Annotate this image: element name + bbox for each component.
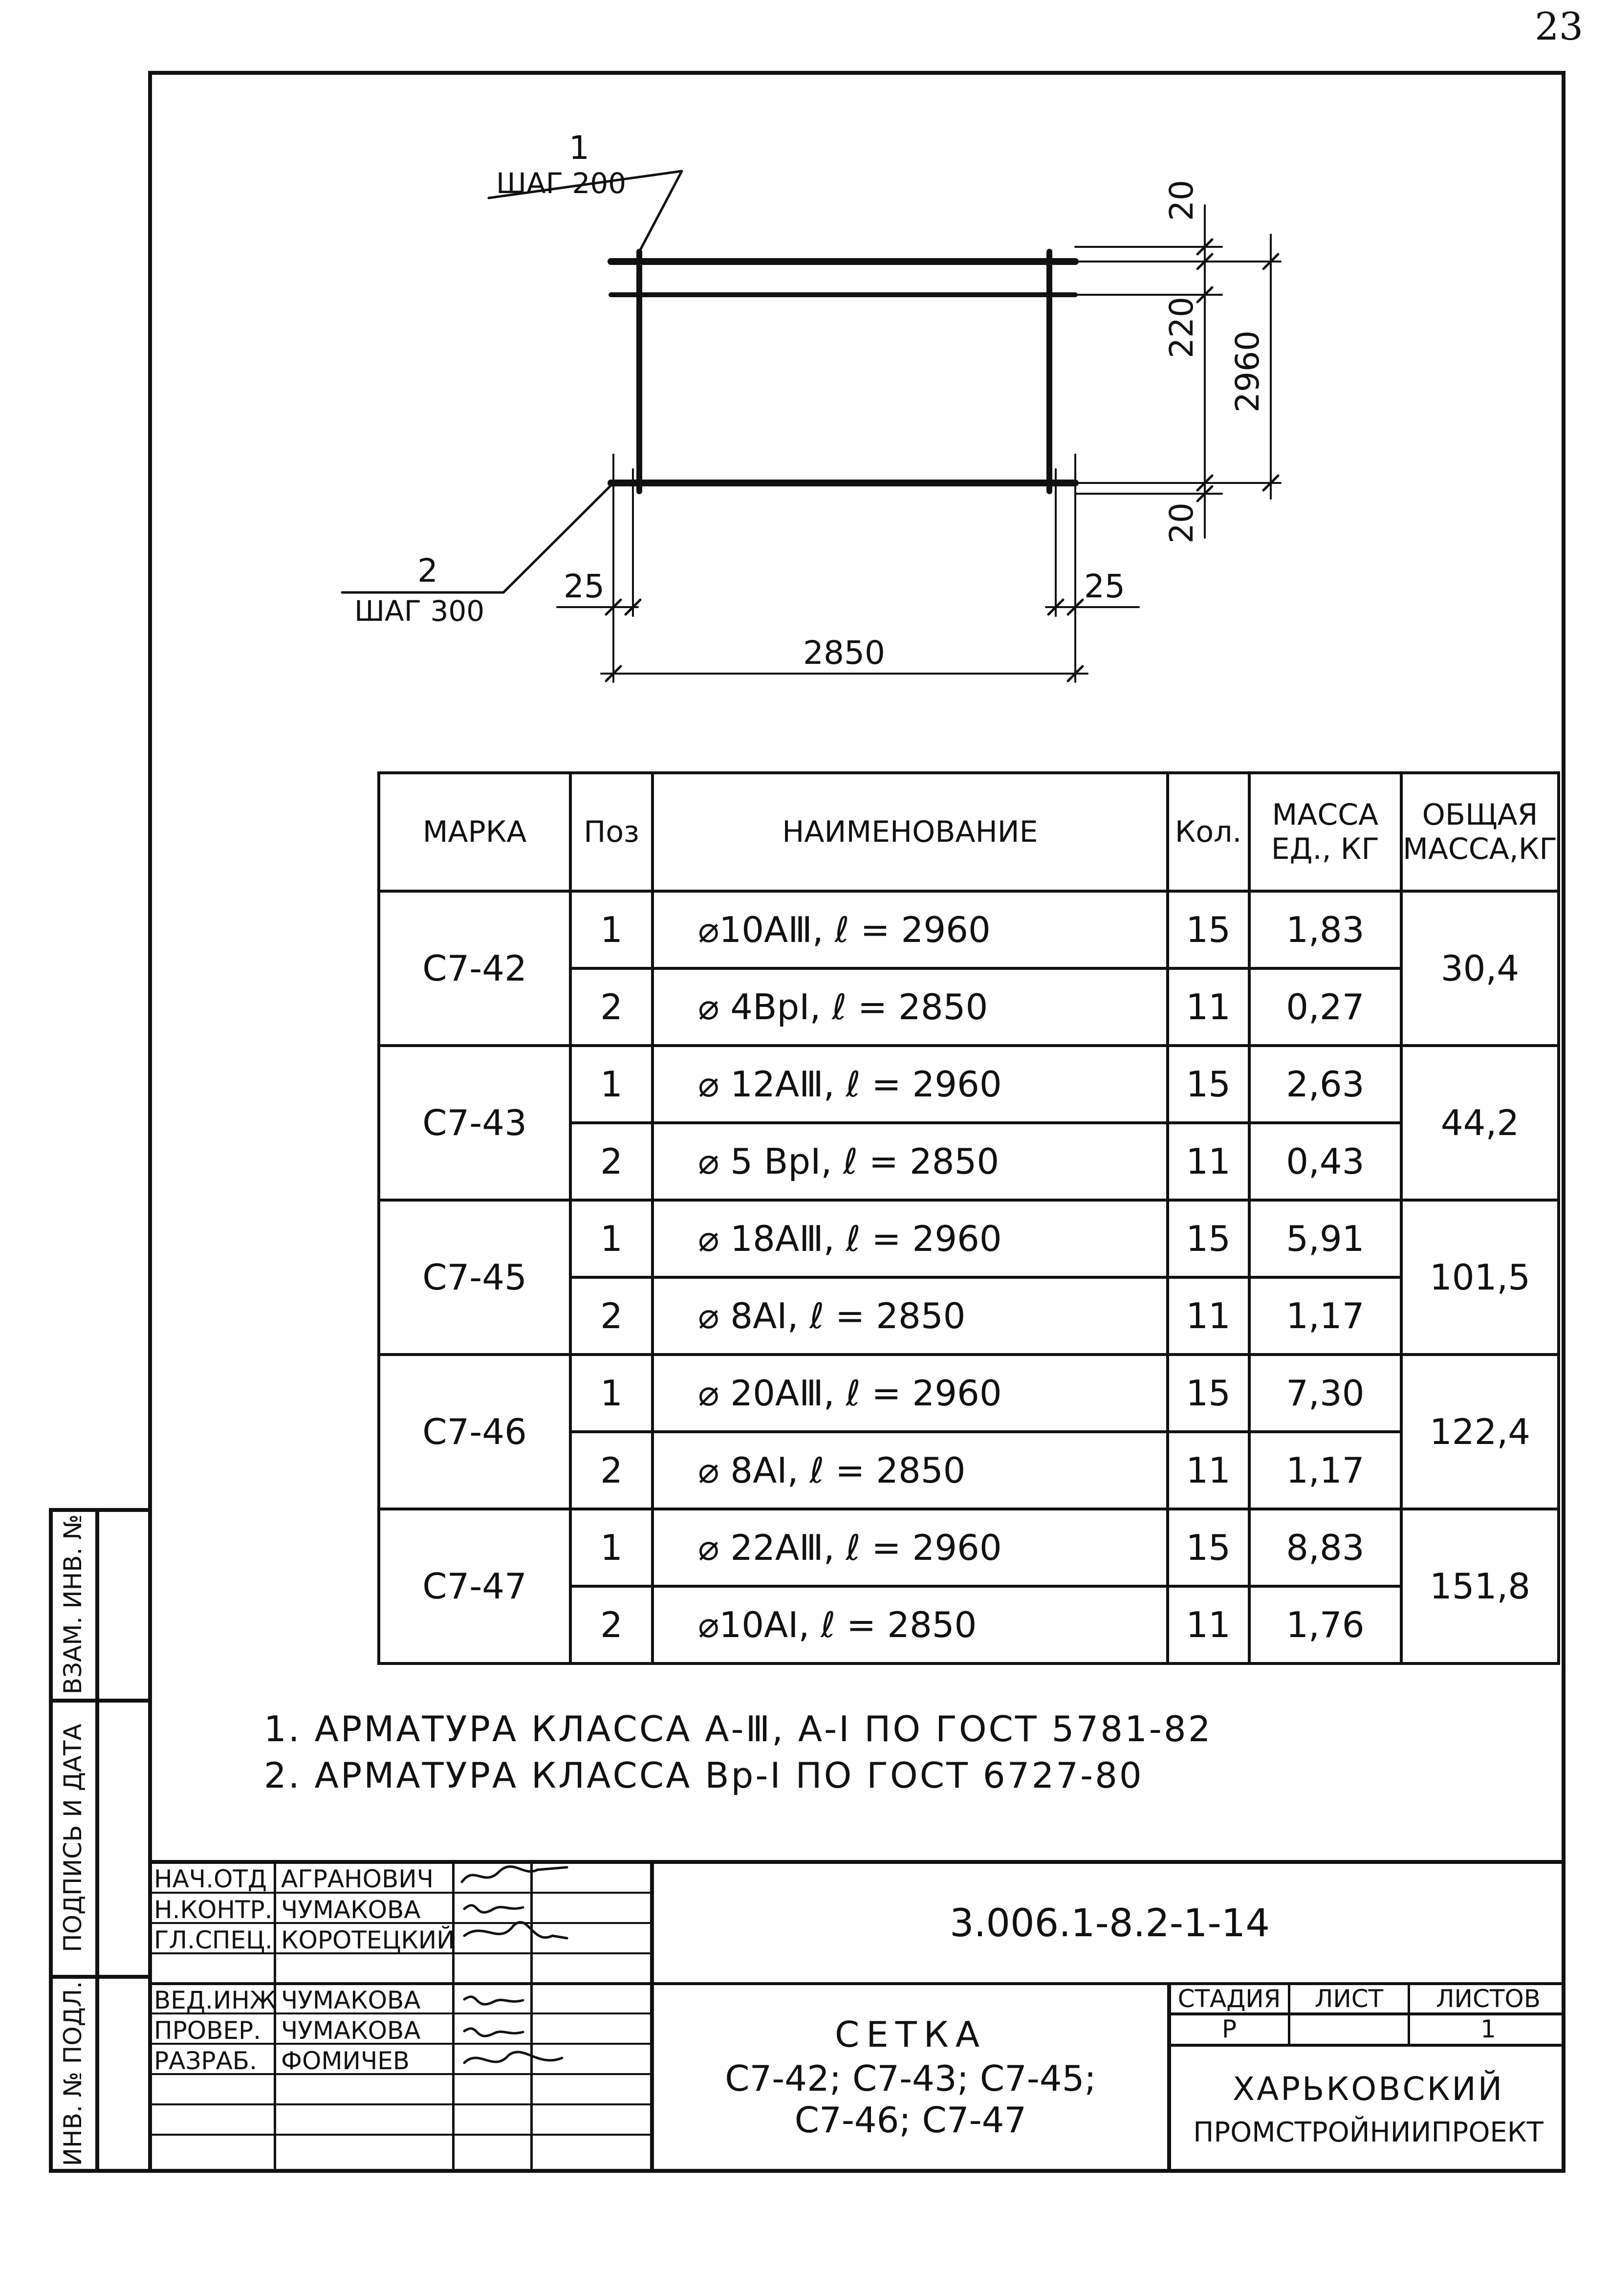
mass-cell: 1,17 bbox=[1249, 1277, 1401, 1355]
organization-line-2: ПРОМСТРОЙНИИПРОЕКТ bbox=[1193, 2117, 1544, 2148]
header-name: НАИМЕНОВАНИЕ bbox=[652, 773, 1168, 891]
name-cell: ⌀10АⅢ, ℓ = 2960 bbox=[652, 891, 1168, 968]
qty-cell: 11 bbox=[1168, 1432, 1249, 1509]
qty-cell: 15 bbox=[1168, 1355, 1249, 1432]
title-line-1: СЕТКА bbox=[834, 2014, 987, 2055]
signatures-image bbox=[455, 1862, 577, 2077]
pos-cell: 2 bbox=[570, 1432, 652, 1509]
pos-cell: 2 bbox=[570, 1123, 652, 1200]
table-row bbox=[379, 1046, 1559, 1123]
name-cell: ⌀ 5 ВрI, ℓ = 2850 bbox=[652, 1123, 1168, 1200]
note-1: 1. АРМАТУРА КЛАССА А-Ⅲ, А-I ПО ГОСТ 5781-82 bbox=[264, 1708, 1213, 1749]
signer-role-2: Н.КОНТР. bbox=[154, 1896, 273, 1924]
sheet-label: ЛИСТ bbox=[1314, 1985, 1384, 2013]
header-mark: МАРКА bbox=[379, 773, 570, 891]
total-cell: 44,2 bbox=[1401, 1046, 1559, 1200]
name-cell: ⌀ 8АI, ℓ = 2850 bbox=[652, 1432, 1168, 1509]
note-2: 2. АРМАТУРА КЛАССА Вр-I ПО ГОСТ 6727-80 bbox=[264, 1755, 1144, 1796]
pos2-label: 2 bbox=[417, 552, 438, 590]
signer-name-6: ФОМИЧЕВ bbox=[281, 2047, 410, 2075]
margin-stamp-divider-2 bbox=[49, 1975, 152, 1979]
mass-cell: 0,27 bbox=[1249, 968, 1401, 1046]
dim-right-25: 25 bbox=[1084, 568, 1125, 605]
pos-cell: 1 bbox=[570, 891, 652, 968]
table-row bbox=[379, 1200, 1559, 1277]
name-cell: ⌀ 12АⅢ, ℓ = 2960 bbox=[652, 1046, 1168, 1123]
header-unit-mass: МАССА ЕД., КГ bbox=[1249, 773, 1401, 891]
margin-stamp-divider-1 bbox=[49, 1699, 152, 1703]
table-row bbox=[379, 891, 1559, 968]
total-cell: 101,5 bbox=[1401, 1200, 1559, 1355]
mass-cell: 5,91 bbox=[1249, 1200, 1401, 1277]
table-row bbox=[379, 1355, 1559, 1432]
stamp-inv-podl: ИНВ. № ПОДЛ. bbox=[59, 1981, 87, 2166]
mass-cell: 0,43 bbox=[1249, 1123, 1401, 1200]
mark-cell: С7-43 bbox=[379, 1046, 570, 1200]
stage-label: СТАДИЯ bbox=[1177, 1985, 1281, 2013]
header-pos: Поз bbox=[570, 773, 652, 891]
signer-role-3: ГЛ.СПЕЦ. bbox=[154, 1926, 273, 1954]
signer-name-2: ЧУМАКОВА bbox=[281, 1896, 421, 1924]
mass-cell: 8,83 bbox=[1249, 1509, 1401, 1586]
pos2-step: ШАГ 300 bbox=[354, 594, 485, 628]
qty-cell: 11 bbox=[1168, 1586, 1249, 1663]
mass-cell: 7,30 bbox=[1249, 1355, 1401, 1432]
mass-cell: 1,83 bbox=[1249, 891, 1401, 968]
mass-cell: 1,17 bbox=[1249, 1432, 1401, 1509]
pos-cell: 2 bbox=[570, 968, 652, 1046]
name-cell: ⌀ 8АI, ℓ = 2850 bbox=[652, 1277, 1168, 1355]
qty-cell: 15 bbox=[1168, 1200, 1249, 1277]
mark-cell: С7-45 bbox=[379, 1200, 570, 1355]
mesh-drawing bbox=[0, 0, 1609, 733]
pos-cell: 1 bbox=[570, 1355, 652, 1432]
mass-cell: 1,76 bbox=[1249, 1586, 1401, 1663]
signer-name-3: КОРОТЕЦКИЙ bbox=[281, 1926, 455, 1954]
sheets-value: 1 bbox=[1480, 2015, 1496, 2043]
spec-table bbox=[377, 771, 1560, 1665]
document-code: 3.006.1-8.2-1-14 bbox=[949, 1902, 1270, 1946]
signer-name-5: ЧУМАКОВА bbox=[281, 2016, 421, 2045]
pos1-step: ШАГ 200 bbox=[496, 167, 627, 200]
total-cell: 30,4 bbox=[1401, 891, 1559, 1046]
pos-cell: 2 bbox=[570, 1586, 652, 1663]
name-cell: ⌀ 22АⅢ, ℓ = 2960 bbox=[652, 1509, 1168, 1586]
table-row bbox=[379, 1509, 1559, 1586]
qty-cell: 15 bbox=[1168, 891, 1249, 968]
dim-top-20: 20 bbox=[1163, 180, 1200, 221]
dim-2850: 2850 bbox=[803, 634, 885, 672]
total-cell: 122,4 bbox=[1401, 1355, 1559, 1509]
stamp-inv-vzam: ВЗАМ. ИНВ. № bbox=[59, 1514, 87, 1695]
qty-cell: 11 bbox=[1168, 1277, 1249, 1355]
stage-value: Р bbox=[1221, 2015, 1237, 2043]
pos-cell: 2 bbox=[570, 1277, 652, 1355]
signer-name-4: ЧУМАКОВА bbox=[281, 1986, 421, 2014]
header-total-mass: ОБЩАЯ МАССА,КГ bbox=[1401, 773, 1559, 891]
margin-stamp-bottom bbox=[49, 2169, 152, 2173]
organization-line-1: ХАРЬКОВСКИЙ bbox=[1232, 2070, 1504, 2108]
signer-role-5: ПРОВЕР. bbox=[154, 2016, 261, 2045]
signer-role-6: РАЗРАБ. bbox=[154, 2047, 257, 2075]
mark-cell: С7-47 bbox=[379, 1509, 570, 1663]
mass-cell: 2,63 bbox=[1249, 1046, 1401, 1123]
name-cell: ⌀ 18АⅢ, ℓ = 2960 bbox=[652, 1200, 1168, 1277]
dim-220: 220 bbox=[1163, 297, 1200, 358]
spec-header-row bbox=[379, 773, 1559, 891]
dim-bottom-20: 20 bbox=[1163, 503, 1200, 544]
margin-stamp-outer-line bbox=[49, 1508, 53, 2173]
name-cell: ⌀10АI, ℓ = 2850 bbox=[652, 1586, 1168, 1663]
sheets-label: ЛИСТОВ bbox=[1435, 1985, 1541, 2013]
pos-cell: 1 bbox=[570, 1200, 652, 1277]
name-cell: ⌀ 4ВрI, ℓ = 2850 bbox=[652, 968, 1168, 1046]
margin-stamp-inner-line bbox=[95, 1508, 99, 2173]
dim-2960: 2960 bbox=[1229, 330, 1266, 413]
mark-cell: С7-46 bbox=[379, 1355, 570, 1509]
signer-role-1: НАЧ.ОТД bbox=[154, 1865, 267, 1893]
mark-cell: С7-42 bbox=[379, 891, 570, 1046]
name-cell: ⌀ 20АⅢ, ℓ = 2960 bbox=[652, 1355, 1168, 1432]
qty-cell: 15 bbox=[1168, 1509, 1249, 1586]
pos-cell: 1 bbox=[570, 1509, 652, 1586]
signer-name-1: АГРАНОВИЧ bbox=[281, 1865, 434, 1893]
title-line-2: С7-42; С7-43; С7-45; bbox=[725, 2058, 1096, 2099]
pos1-label: 1 bbox=[569, 129, 589, 167]
dim-left-25: 25 bbox=[564, 568, 605, 605]
signer-role-4: ВЕД.ИНЖ bbox=[154, 1986, 276, 2014]
header-qty: Кол. bbox=[1168, 773, 1249, 891]
qty-cell: 11 bbox=[1168, 1123, 1249, 1200]
stamp-sign-date: ПОДПИСЬ И ДАТА bbox=[59, 1724, 87, 1952]
pos-cell: 1 bbox=[570, 1046, 652, 1123]
qty-cell: 11 bbox=[1168, 968, 1249, 1046]
title-line-3: С7-46; С7-47 bbox=[794, 2099, 1027, 2141]
qty-cell: 15 bbox=[1168, 1046, 1249, 1123]
total-cell: 151,8 bbox=[1401, 1509, 1559, 1663]
page-number: 23 bbox=[1535, 5, 1584, 49]
